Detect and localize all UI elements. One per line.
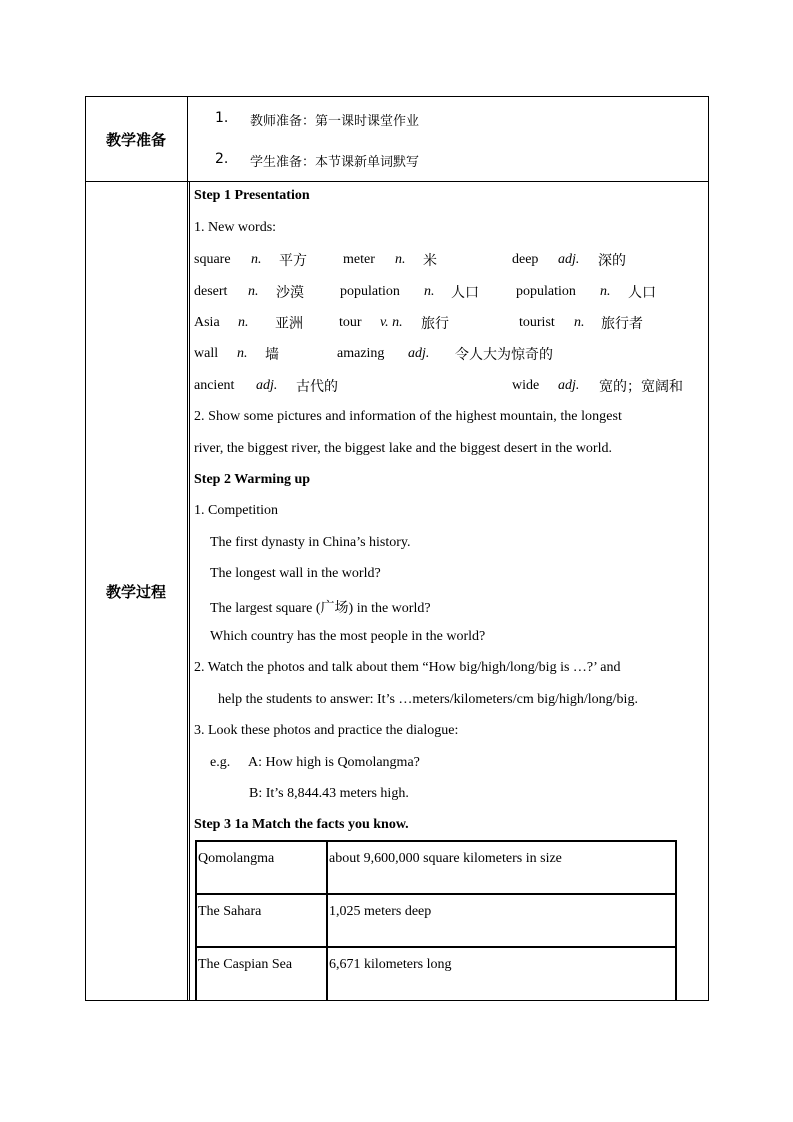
vocab-zh: 人口 — [628, 285, 656, 301]
vocab-zh: 亚洲 — [275, 316, 303, 332]
step1-item2-line2: river, the biggest river, the biggest lake and the biggest desert in the world. — [194, 441, 612, 456]
column-divider — [187, 96, 188, 1001]
vocab-en: tour — [339, 315, 362, 330]
question-4: Which country has the most people in the world? — [210, 629, 486, 644]
vocab-zh: 墙 — [265, 347, 279, 363]
step2-item1: 1. Competition — [194, 503, 278, 518]
vocab-pos: adj. — [558, 252, 580, 267]
table-cell-left: Qomolangma — [198, 851, 275, 866]
vocab-en: desert — [194, 284, 228, 299]
vocab-pos: v. n. — [380, 315, 403, 330]
vocab-pos: n. — [574, 315, 585, 330]
step2-item2-line2: help the students to answer: It’s …meters/kilometers/cm big/high/long/big. — [218, 692, 638, 707]
vocab-pos: n. — [237, 346, 248, 361]
vocab-pos: n. — [251, 252, 262, 267]
row-label-process: 教学过程 — [105, 583, 166, 601]
vocab-en: ancient — [194, 378, 235, 393]
table-cell-right: 6,671 kilometers long — [329, 957, 452, 972]
vocab-zh: 令人大为惊奇的 — [455, 347, 553, 363]
step2-item2-line1: 2. Watch the photos and talk about them “How big/high/long/big is …?’ and — [194, 660, 621, 675]
match-table-row-divider — [195, 946, 677, 948]
vocab-zh: 人口 — [451, 285, 479, 301]
vocab-en: square — [194, 252, 231, 267]
vocab-zh: 平方 — [279, 253, 307, 269]
table-cell-right: about 9,600,000 square kilometers in size — [329, 851, 562, 866]
step1-item2-line1: 2. Show some pictures and information of the highest mountain, the longest — [194, 409, 622, 424]
vocab-zh: 旅行者 — [601, 316, 643, 332]
step3-title: Step 3 1a Match the facts you know. — [194, 817, 409, 832]
prep-item-2-text: 学生准备：本节课新单词默写 — [250, 155, 420, 170]
question-1: The first dynasty in China’s history. — [210, 535, 411, 550]
table-cell-left: The Caspian Sea — [198, 957, 293, 972]
step2-title: Step 2 Warming up — [194, 472, 311, 487]
vocab-en: tourist — [519, 315, 555, 330]
vocab-pos: n. — [238, 315, 249, 330]
vocab-en: Asia — [194, 315, 220, 330]
vocab-en: deep — [512, 252, 539, 267]
vocab-en: wall — [194, 346, 219, 361]
question-2: The longest wall in the world? — [210, 566, 381, 581]
new-words-heading: 1. New words: — [194, 220, 277, 235]
match-table-column-divider — [326, 840, 328, 1000]
table-cell-left: The Sahara — [198, 904, 262, 919]
example-label: e.g. — [210, 755, 231, 770]
match-table-row-divider — [195, 893, 677, 895]
vocab-en: population — [516, 284, 576, 299]
prep-item-2-number: 2. — [215, 151, 229, 167]
column-divider-inner — [189, 181, 190, 1001]
vocab-en: meter — [343, 252, 375, 267]
vocab-pos: adj. — [408, 346, 430, 361]
vocab-en: amazing — [337, 346, 385, 361]
example-line-a: A: How high is Qomolangma? — [248, 755, 420, 770]
vocab-zh: 旅行 — [421, 316, 449, 332]
vocab-en: population — [340, 284, 400, 299]
vocab-zh: 宽的；宽阔和 — [599, 379, 683, 395]
vocab-zh: 沙漠 — [276, 285, 304, 301]
table-cell-right: 1,025 meters deep — [329, 904, 432, 919]
vocab-zh: 古代的 — [296, 379, 338, 395]
prep-item-1-text: 教师准备：第一课时课堂作业 — [250, 114, 420, 129]
step2-item3: 3. Look these photos and practice the dialogue: — [194, 723, 459, 738]
row-divider — [85, 181, 709, 182]
vocab-pos: adj. — [256, 378, 278, 393]
question-3: The largest square (广场) in the world? — [210, 601, 431, 616]
vocab-en: wide — [512, 378, 540, 393]
vocab-zh: 深的 — [598, 253, 626, 269]
step1-title: Step 1 Presentation — [194, 188, 310, 203]
vocab-pos: adj. — [558, 378, 580, 393]
vocab-pos: n. — [248, 284, 259, 299]
prep-item-1-number: 1. — [215, 110, 229, 126]
vocab-pos: n. — [395, 252, 406, 267]
vocab-zh: 米 — [423, 253, 437, 269]
row-label-prep: 教学准备 — [105, 131, 166, 149]
vocab-pos: n. — [600, 284, 611, 299]
vocab-pos: n. — [424, 284, 435, 299]
example-line-b: B: It’s 8,844.43 meters high. — [249, 786, 409, 801]
